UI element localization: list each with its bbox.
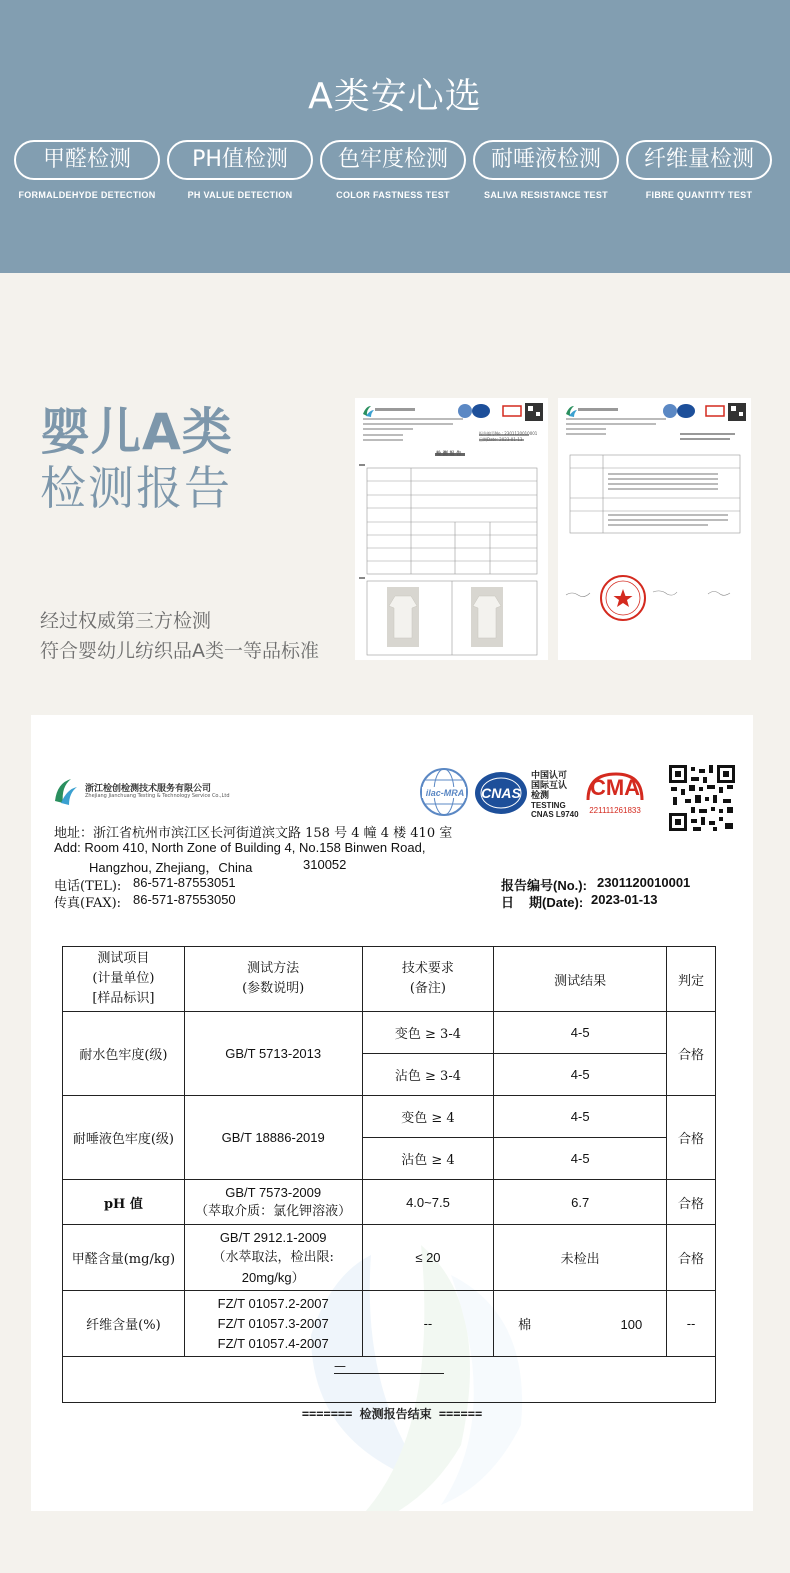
water-fastness-result-1: 4-5 [494, 1012, 667, 1054]
test-results-table [62, 946, 716, 1403]
header-test-method [184, 947, 362, 1012]
pill-fibre-sub: FIBRE QUANTITY TEST [645, 190, 753, 200]
fibre-method [184, 1291, 362, 1357]
cnas-number: CNAS L9740 [531, 810, 579, 819]
water-fastness-result-2: 4-5 [494, 1054, 667, 1096]
header-req-line1: 技术要求 [401, 961, 454, 976]
blank-row-mark: — [334, 1360, 444, 1374]
company-name-en: Zhejiang Jianchuang Testing & Technology Service Co.,Ltd [85, 793, 230, 799]
pill-ph: PH值检测 [167, 140, 313, 180]
formaldehyde-method [184, 1225, 362, 1291]
report-thumbnail-page2 [558, 398, 751, 660]
water-fastness-req-1: 变色 ≥ 3-4 [362, 1012, 494, 1054]
intro-desc-line1: 经过权威第三方检测 [40, 610, 212, 632]
company-logo-icon [51, 775, 81, 805]
ph-method [184, 1180, 362, 1225]
top-banner [0, 0, 790, 273]
ph-verdict: 合格 [667, 1180, 716, 1225]
fibre-requirement: -- [362, 1291, 494, 1357]
formaldehyde-item: 甲醛含量(mg/kg) [63, 1225, 185, 1291]
saliva-fastness-result-2: 4-5 [494, 1138, 667, 1180]
table-row [63, 1096, 716, 1138]
thumb1-date: 日期Date: 2023-01-13 [479, 437, 523, 442]
header-test-item [63, 947, 185, 1012]
water-fastness-item: 耐水色牢度(级) [63, 1012, 185, 1096]
fibre-result-name: 棉 [518, 1318, 532, 1333]
address-en-line2: Hangzhou, Zhejiang，China [89, 860, 253, 875]
report-thumbnail-page2-drawing [558, 398, 751, 660]
accreditation-cn-1: 中国认可 [531, 771, 568, 781]
table-row [63, 1291, 716, 1357]
table-row [63, 1012, 716, 1054]
saliva-fastness-req-2: 沾色 ≥ 4 [362, 1138, 494, 1180]
pill-saliva: 耐唾液检测 [473, 140, 619, 180]
formaldehyde-result: 未检出 [494, 1225, 667, 1291]
saliva-fastness-item: 耐唾液色牢度(级) [63, 1096, 185, 1180]
ph-method-line1: GB/T 7573-2009 [225, 1185, 322, 1200]
fax-value: 86-571-87553050 [133, 892, 236, 907]
report-no-label: 报告编号(No.): [501, 878, 587, 893]
table-row [63, 1180, 716, 1225]
header-requirement [362, 947, 494, 1012]
header-req-line2: (备注) [409, 981, 447, 996]
cma-number: 221111261833 [589, 806, 641, 815]
saliva-fastness-verdict: 合格 [667, 1096, 716, 1180]
formaldehyde-method-line2: （水萃取法，检出限: [212, 1249, 334, 1265]
header-item-line1: 测试项目 [97, 951, 150, 966]
company-name-cn: 浙江检创检测技术服务有限公司 [85, 784, 212, 794]
date-value: 2023-01-13 [591, 892, 658, 907]
pill-saliva-sub: SALIVA RESISTANCE TEST [484, 190, 608, 200]
header-method-line1: 测试方法 [247, 961, 300, 976]
formaldehyde-verdict: 合格 [667, 1225, 716, 1291]
cnas-logo-text: CNAS [481, 785, 521, 801]
pill-formaldehyde-sub: FORMALDEHYDE DETECTION [18, 190, 156, 200]
test-report-certificate [31, 715, 753, 1511]
date-label-2: 期(Date): [529, 895, 584, 910]
address-cn: 地址：浙江省杭州市滨江区长河街道滨文路 158 号 4 幢 4 楼 410 室 [54, 826, 453, 841]
water-fastness-verdict: 合格 [667, 1012, 716, 1096]
ph-result: 6.7 [494, 1180, 667, 1225]
fibre-result [494, 1291, 667, 1357]
date-label-1: 日 [501, 895, 515, 910]
ph-requirement: 4.0~7.5 [362, 1180, 494, 1225]
pill-color-fastness: 色牢度检测 [320, 140, 466, 180]
formaldehyde-requirement: ≤ 20 [362, 1225, 494, 1291]
table-blank-row [63, 1357, 716, 1403]
report-no-value: 2301120010001 [597, 875, 691, 890]
header-item-line3: [样品标识] [92, 991, 155, 1006]
formaldehyde-method-line1: GB/T 2912.1-2009 [219, 1229, 327, 1245]
intro-desc-line2: 符合婴幼儿纺织品A类一等品标准 [40, 640, 319, 662]
qr-code-icon [667, 763, 737, 833]
fibre-method-line3: FZ/T 01057.4-2007 [217, 1335, 329, 1351]
pill-formaldehyde: 甲醛检测 [14, 140, 160, 180]
intro-title-line1: 婴儿A类 [40, 403, 233, 461]
pill-ph-sub: PH VALUE DETECTION [187, 190, 293, 200]
fibre-result-value: 100 [620, 1317, 643, 1332]
saliva-fastness-req-1: 变色 ≥ 4 [362, 1096, 494, 1138]
formaldehyde-method-line3: 20mg/kg） [241, 1269, 305, 1285]
fibre-verdict: -- [667, 1291, 716, 1357]
fibre-method-line2: FZ/T 01057.3-2007 [217, 1315, 329, 1331]
cma-logo-text: CMA [589, 775, 641, 800]
header-item-line2: (计量单位) [92, 971, 155, 986]
accreditation-cn-3: 检测 [531, 791, 550, 801]
report-thumbnail-page1 [355, 398, 548, 660]
saliva-fastness-method: GB/T 18886-2019 [184, 1096, 362, 1180]
ph-item: pH 值 [63, 1180, 185, 1225]
accreditation-cn-2: 国际互认 [531, 781, 568, 791]
testing-label: TESTING [531, 801, 566, 810]
saliva-fastness-result-1: 4-5 [494, 1096, 667, 1138]
blank-row-cell [63, 1357, 716, 1403]
table-header-row [63, 947, 716, 1012]
fibre-method-line1: FZ/T 01057.2-2007 [217, 1295, 329, 1311]
water-fastness-req-2: 沾色 ≥ 3-4 [362, 1054, 494, 1096]
ph-method-line2: （萃取介质：氯化钾溶液） [195, 1204, 352, 1219]
header-result: 测试结果 [494, 947, 667, 1012]
header-verdict: 判定 [667, 947, 716, 1012]
table-row [63, 1225, 716, 1291]
pill-fibre: 纤维量检测 [626, 140, 772, 180]
tel-label: 电话(TEL): [54, 879, 122, 894]
fibre-item: 纤维含量(%) [63, 1291, 185, 1357]
postcode: 310052 [303, 857, 347, 872]
banner-title: A类安心选 [308, 76, 482, 117]
intro-title-line2: 检测报告 [40, 461, 232, 515]
header-method-line2: (参数说明) [242, 981, 305, 996]
fax-label: 传真(FAX): [54, 896, 122, 911]
pill-color-fastness-sub: COLOR FASTNESS TEST [336, 190, 450, 200]
thumb1-report-header: 检 测 报 告 [436, 451, 462, 457]
water-fastness-method: GB/T 5713-2013 [184, 1012, 362, 1096]
ilac-mra-text: ilac-MRA [425, 788, 465, 798]
address-en-line1: Add: Room 410, North Zone of Building 4, No.158 Binwen Road, [54, 840, 426, 855]
tel-value: 86-571-87553051 [133, 875, 236, 890]
thumb1-report-no: 报告编号No.: 2301120010001 [479, 431, 538, 436]
report-end-marker: ======= 检测报告结束 ====== [301, 1407, 483, 1421]
